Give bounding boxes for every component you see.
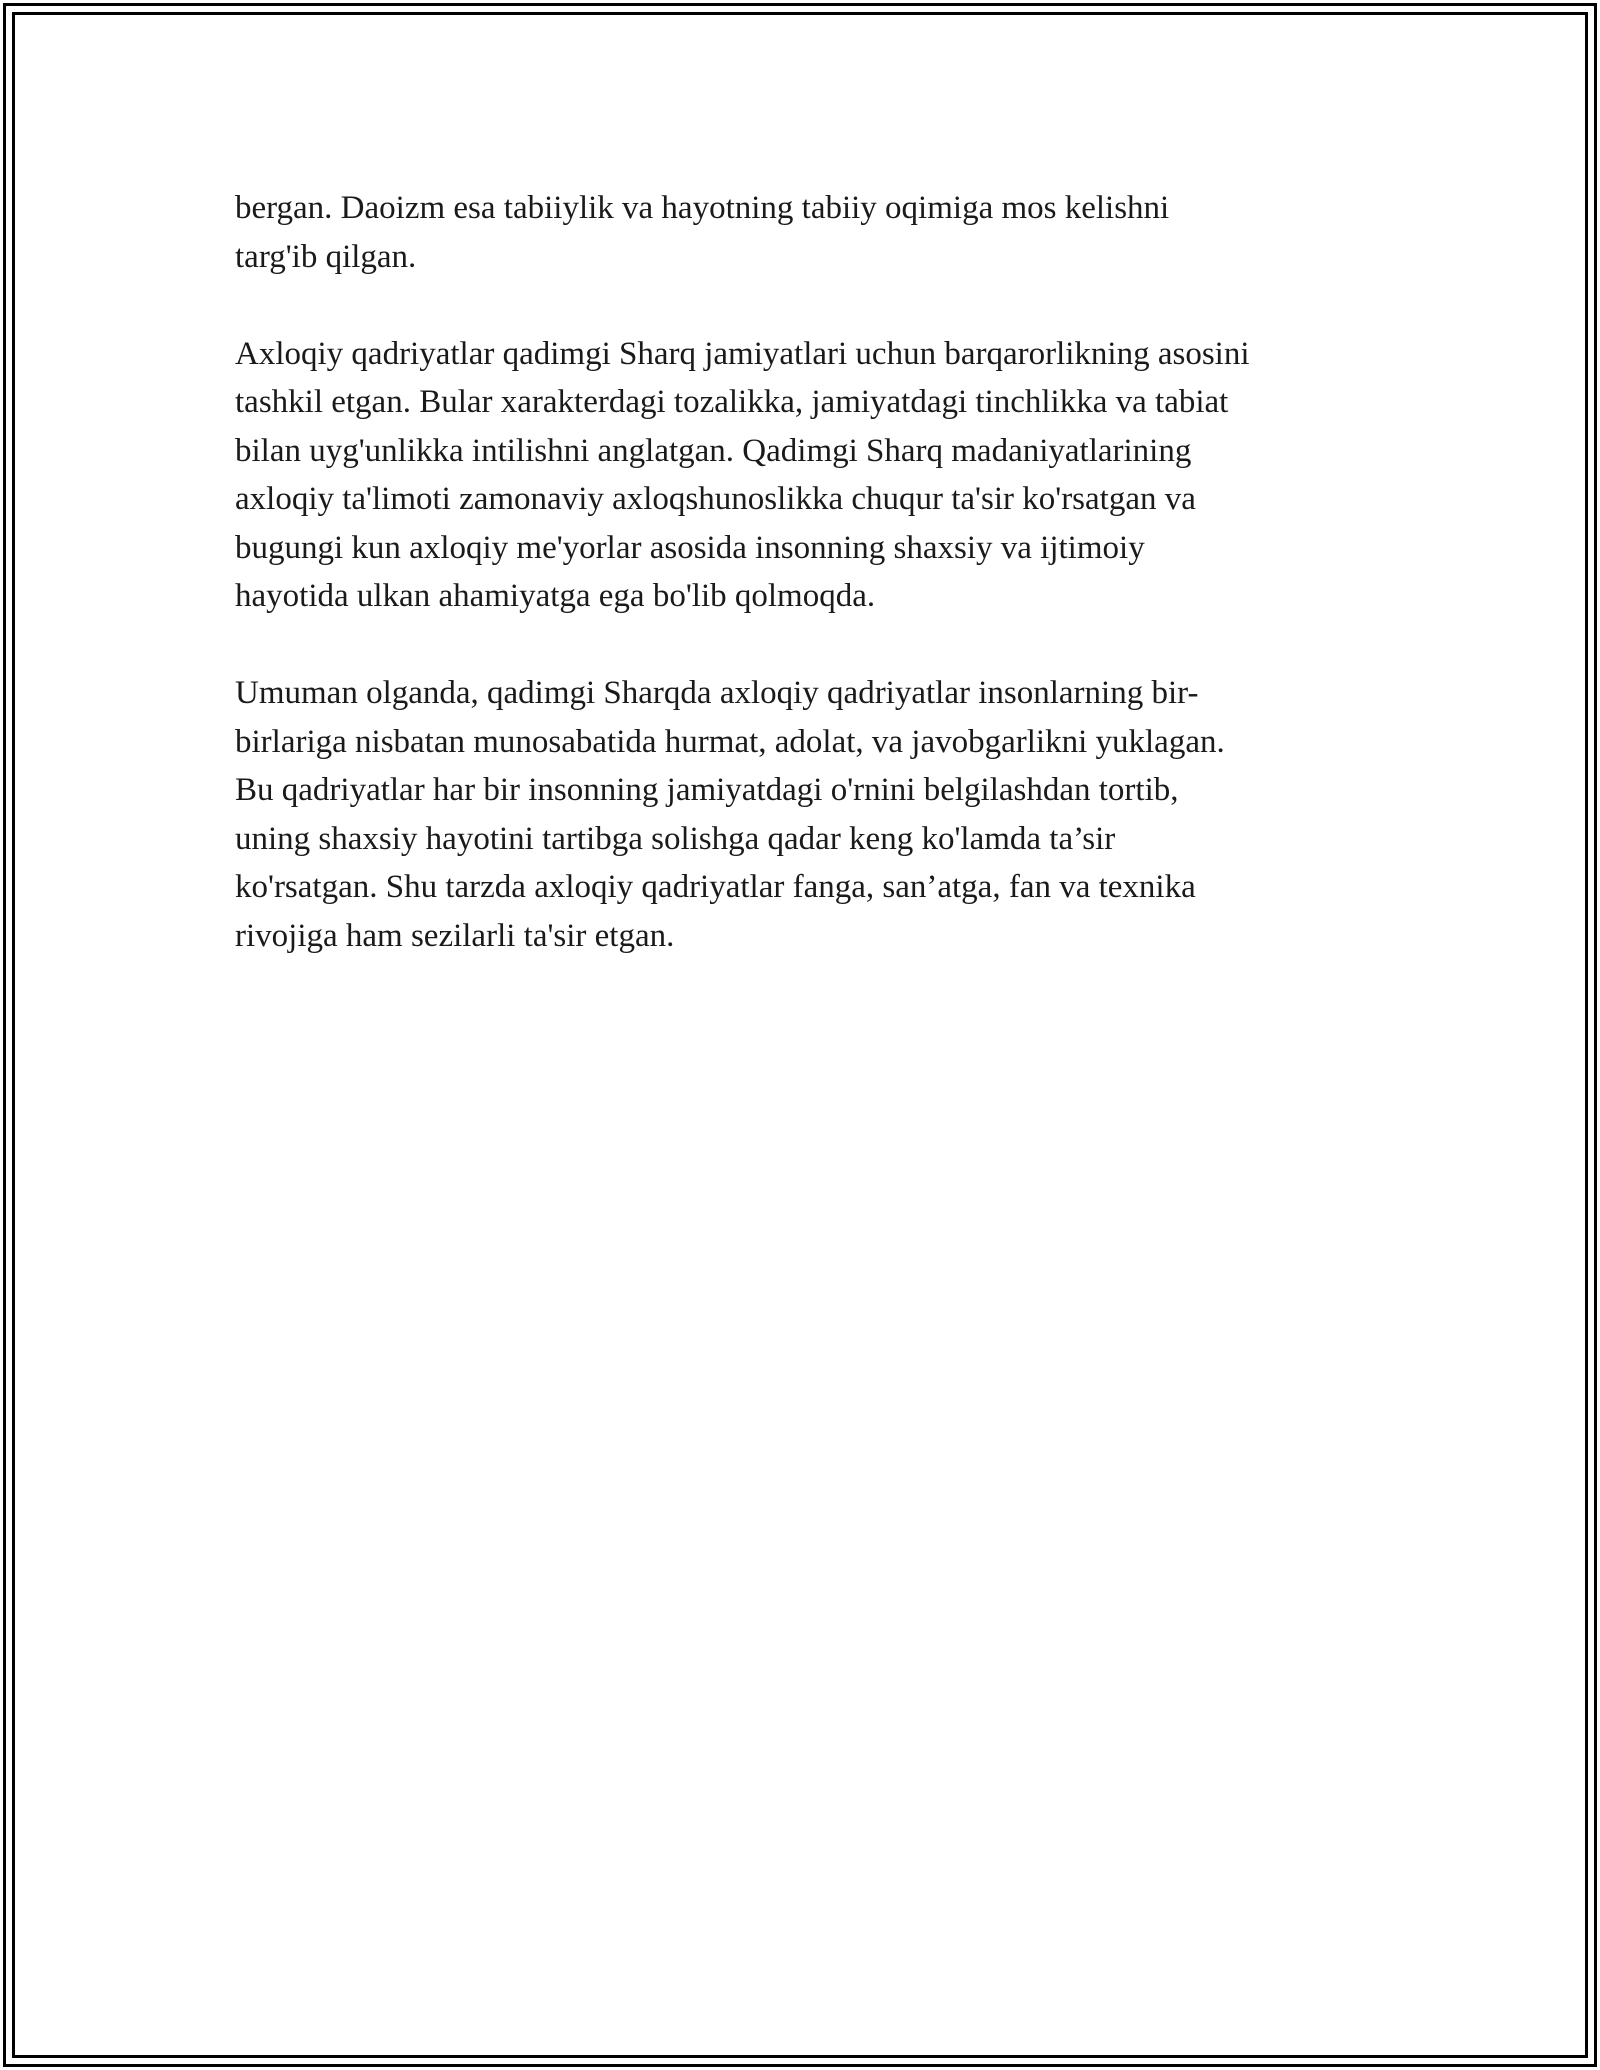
paragraph-3: Umuman olganda, qadimgi Sharqda axloqiy qadriyatlar insonlarning bir- birlariga nisbatan munosabatida hurmat, adolat, va javobgarlikni yuklagan. Bu qadriyatlar har bir insonning jamiyatdagi o'rnini belgilashdan tortib, uning shaxsiy hayotini tartibga solishga qadar keng ko'lamda ta’sir ko'rsatgan. Shu tarzda axloqiy qadriyatlar fanga, san’atga, fan va texnika rivojiga ham sezilarli ta'sir etgan. — [235, 675, 1225, 954]
paragraph-2: Axloqiy qadriyatlar qadimgi Sharq jamiyatlari uchun barqarorlikning asosini tashkil etgan. Bular xarakterdagi tozalikka, jamiyatdagi tinchlikka va tabiat bilan uyg'unlikka intilishni anglatgan. Qadimgi Sharq madaniyatlarining axloqiy ta'limoti zamonaviy axloqshunoslikka chuqur ta'sir ko'rsatgan va bugungi kun axloqiy me'yorlar asosida insonning shaxsiy va ijtimoiy hayotida ulkan ahamiyatga ega bo'lib qolmoqda. — [235, 335, 1250, 614]
paragraph-1: bergan. Daoizm esa tabiiylik va hayotning tabiiy oqimiga mos kelishni targ'ib qilgan. — [235, 190, 1170, 275]
page-body — [235, 184, 1385, 1009]
